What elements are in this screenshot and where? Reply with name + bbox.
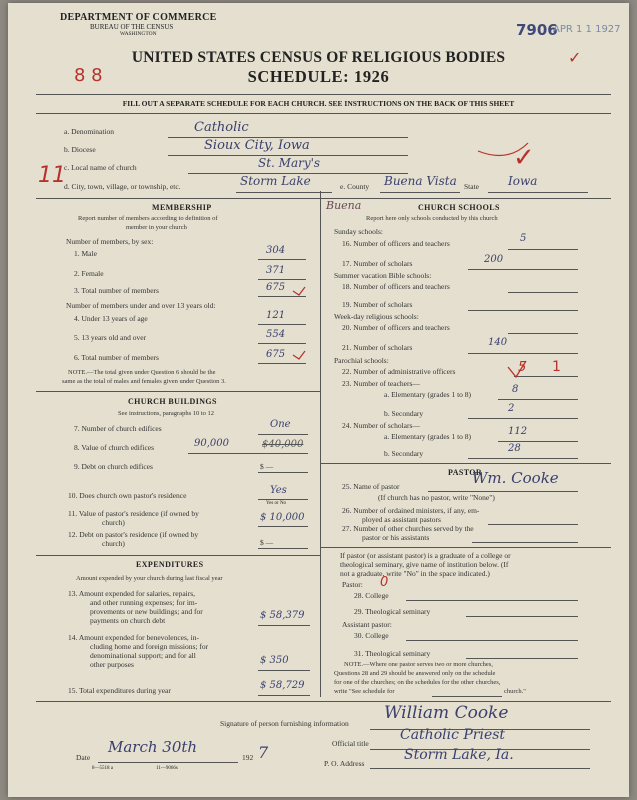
q8-label: 8. Value of church edifices [74,443,155,452]
q18-label: 18. Number of officers and teachers [342,282,450,291]
q13-label: and other running expenses; for im- [90,598,198,607]
q22-label: 22. Number of administrative officers [342,367,456,376]
date-label: Date [76,753,91,762]
pastor-note: for one of the churches; on the schedules for the other churches, [334,679,501,686]
form-code: 8—5518 a [92,766,113,771]
q7-value: One [270,419,291,430]
red-annotation-88: 8 8 [74,65,103,86]
census-schedule-page [8,3,629,797]
q4-value: 121 [266,310,286,321]
weekday-schools-label: Week-day religious schools: [334,312,419,321]
address-value: Storm Lake, Ia. [404,747,514,763]
signature-value: William Cooke [384,703,509,723]
membership-heading: MEMBERSHIP [152,203,212,212]
q17-label: 17. Number of scholars [342,259,413,268]
q2-label: 2. Female [74,269,104,278]
stamp-number: 7906 [516,21,558,39]
q23a-label: a. Elementary (grades 1 to 8) [384,390,472,399]
q24b-label: b. Secondary [384,449,424,458]
q23b-label: b. Secondary [384,409,424,418]
diocese-value: Sioux City, Iowa [204,138,310,153]
schedule-title: SCHEDULE: 1926 [247,67,390,86]
q5-value: 554 [266,329,286,340]
q24a-value: 112 [508,426,528,437]
local-church-label: c. Local name of church [64,163,137,172]
graduate-instructions: not a graduate, write "No" in the space indicated.) [340,569,490,578]
assistant-pastor-subheading: Assistant pastor: [342,620,392,629]
q3-label: 3. Total number of members [74,286,159,295]
ink-marks [8,3,629,797]
q1-value: 304 [266,245,286,256]
membership-note: same as the total of males and females given under Question 3. [62,378,226,385]
bureau-name: BUREAU OF THE CENSUS [90,23,174,31]
red-check-stroke [293,351,305,359]
red-check-mark: ✓ [568,48,582,67]
q16-label: 16. Number of officers and teachers [342,239,450,248]
county-value: Buena Vista [384,174,457,188]
q21-value: 140 [488,337,508,348]
form-title: UNITED STATES CENSUS OF RELIGIOUS BODIES [131,49,506,66]
sunday-schools-label: Sunday schools: [334,227,383,236]
pastor-subheading: Pastor: [342,580,363,589]
graduate-instructions: theological seminary, give name of institution below. (If [340,560,509,569]
q9-label: 9. Debt on church edifices [74,462,153,471]
q1-label: 1. Male [74,249,97,258]
q21-label: 21. Number of scholars [342,343,413,352]
q8-struck-value: $40,000 [262,439,304,450]
q15-label: 15. Total expenditures during year [68,686,171,695]
q25-label: 25. Name of pastor [342,482,400,491]
q13-label: payments on church debt [90,616,166,625]
expenditures-heading: EXPENDITURES [136,560,204,569]
q24a-label: a. Elementary (grades 1 to 8) [384,432,472,441]
q22-value: 5 [518,360,527,375]
expenditures-intro: Amount expended by your church during last fiscal year [76,575,223,582]
red-pastor-zero: 0 [380,575,389,590]
q10-hint: Yes or No [266,501,287,506]
q23b-value: 2 [508,403,515,414]
q15-value: $ 58,729 [260,680,305,691]
parochial-schools-label: Parochial schools: [334,356,389,365]
department-name: DEPARTMENT OF COMMERCE [60,12,217,23]
q13-label: provements or new buildings; and for [90,607,203,616]
state-value: Iowa [508,174,538,188]
q12-label: church) [102,539,125,548]
q2-value: 371 [266,265,286,276]
red-annotation-margin: 11 [38,163,66,188]
q23a-value: 8 [512,384,519,395]
pastor-note: church." [504,688,526,695]
q3-value: 675 [266,282,286,293]
q25-hint: (If church has no pastor, write "None") [378,493,495,502]
q13-value: $ 58,379 [260,610,305,621]
city-value: Storm Lake [240,174,311,188]
diocese-label: b. Diocese [64,145,96,154]
address-label: P. O. Address [324,759,365,768]
age-intro-label: Number of members under and over 13 years old: [66,301,216,310]
membership-intro: member in your church [126,224,187,231]
q16-value: 5 [520,233,527,244]
q26-label: ployed as assistant pastors [362,515,441,524]
schools-heading: CHURCH SCHOOLS [418,203,500,212]
official-title-value: Catholic Priest [400,727,506,743]
q17-value: 200 [484,254,504,265]
city-label: d. City, town, village, or township, etc. [64,182,181,191]
q24b-value: 28 [508,443,521,454]
q12-label: 12. Debt on pastor's residence (if owned by [68,530,199,539]
form-code: 11—9066s [156,766,178,771]
denomination-value: Catholic [194,120,249,135]
buildings-heading: CHURCH BUILDINGS [128,397,217,406]
q11-label: 11. Value of pastor's residence (if owned by [68,509,199,518]
q8-value: 90,000 [194,438,229,449]
pastor-note: NOTE.—Where one pastor serves two or more churches, [344,661,493,668]
q29-label: 29. Theological seminary [354,607,431,616]
local-church-value: St. Mary's [258,156,321,170]
q7-label: 7. Number of church edifices [74,424,162,433]
q25-value: Wm. Cooke [472,469,559,487]
q20-label: 20. Number of officers and teachers [342,323,450,332]
graduate-instructions: If pastor (or assistant pastor) is a graduate of a college or [340,551,511,560]
q9-value: $ — [260,462,274,471]
red-check-mark: ✓ [513,143,535,173]
vacation-schools-label: Summer vacation Bible schools: [334,271,432,280]
q6-label: 6. Total number of members [74,353,159,362]
by-sex-label: Number of members, by sex: [66,237,154,246]
state-label: State [464,182,479,191]
q11-value: $ 10,000 [260,512,305,523]
q27-label: 27. Number of other churches served by the [342,524,474,533]
q14-label: cluding home and foreign missions; for [90,642,209,651]
q19-label: 19. Number of scholars [342,300,413,309]
red-pencil-stroke [478,143,528,156]
q28-label: 28. College [354,591,389,600]
red-check-stroke [508,361,526,377]
city-name: WASHINGTON [120,31,157,37]
red-annotation-admin: 1 [552,359,561,375]
q23-label: 23. Number of teachers— [342,379,420,388]
instructions-line: FILL OUT A SEPARATE SCHEDULE FOR EACH CHURCH. SEE INSTRUCTIONS ON THE BACK OF THIS SHEET [122,99,515,108]
q30-label: 30. College [354,631,389,640]
q14-label: 14. Amount expended for benevolences, in- [68,633,200,642]
year-value: 7 [258,743,269,762]
membership-intro: Report number of members according to definition of [78,215,218,222]
q27-label: pastor or his assistants [362,533,430,542]
q10-value: Yes [270,485,287,496]
q4-label: 4. Under 13 years of age [74,314,148,323]
buena-annotation: Buena [326,199,362,212]
q31-label: 31. Theological seminary [354,649,431,658]
q12-value: $ — [260,538,274,547]
pastor-heading: PASTOR [448,468,483,477]
schools-intro: Report here only schools conducted by this church [366,215,498,222]
official-title-label: Official title [332,739,369,748]
q11-label: church) [102,518,125,527]
q10-label: 10. Does church own pastor's residence [68,491,187,500]
date-value: March 30th [108,738,198,756]
q24-label: 24. Number of scholars— [342,421,420,430]
q6-value: 675 [266,349,286,360]
q26-label: 26. Number of ordained ministers, if any, em- [342,506,480,515]
buildings-intro: See instructions, paragraphs 10 to 12 [118,410,215,417]
q13-label: 13. Amount expended for salaries, repairs, [68,589,196,598]
q5-label: 5. 13 years old and over [74,333,147,342]
denomination-label: a. Denomination [64,127,114,136]
q14-label: denominational support; and for all [90,651,196,660]
q14-value: $ 350 [260,655,289,666]
stamp-date: APR 1 1 1927 [553,24,621,35]
county-label: e. County [340,182,370,191]
signature-label: Signature of person furnishing information [220,719,349,728]
pastor-note: Questions 28 and 29 should be answered only on the schedule [334,670,496,677]
membership-note: NOTE.—The total given under Question 6 should be the [68,369,216,376]
q14-label: other purposes [90,660,134,669]
pastor-note: write "See schedule for [334,688,395,695]
year-prefix: 192 [242,753,254,762]
red-check-stroke [293,287,305,295]
